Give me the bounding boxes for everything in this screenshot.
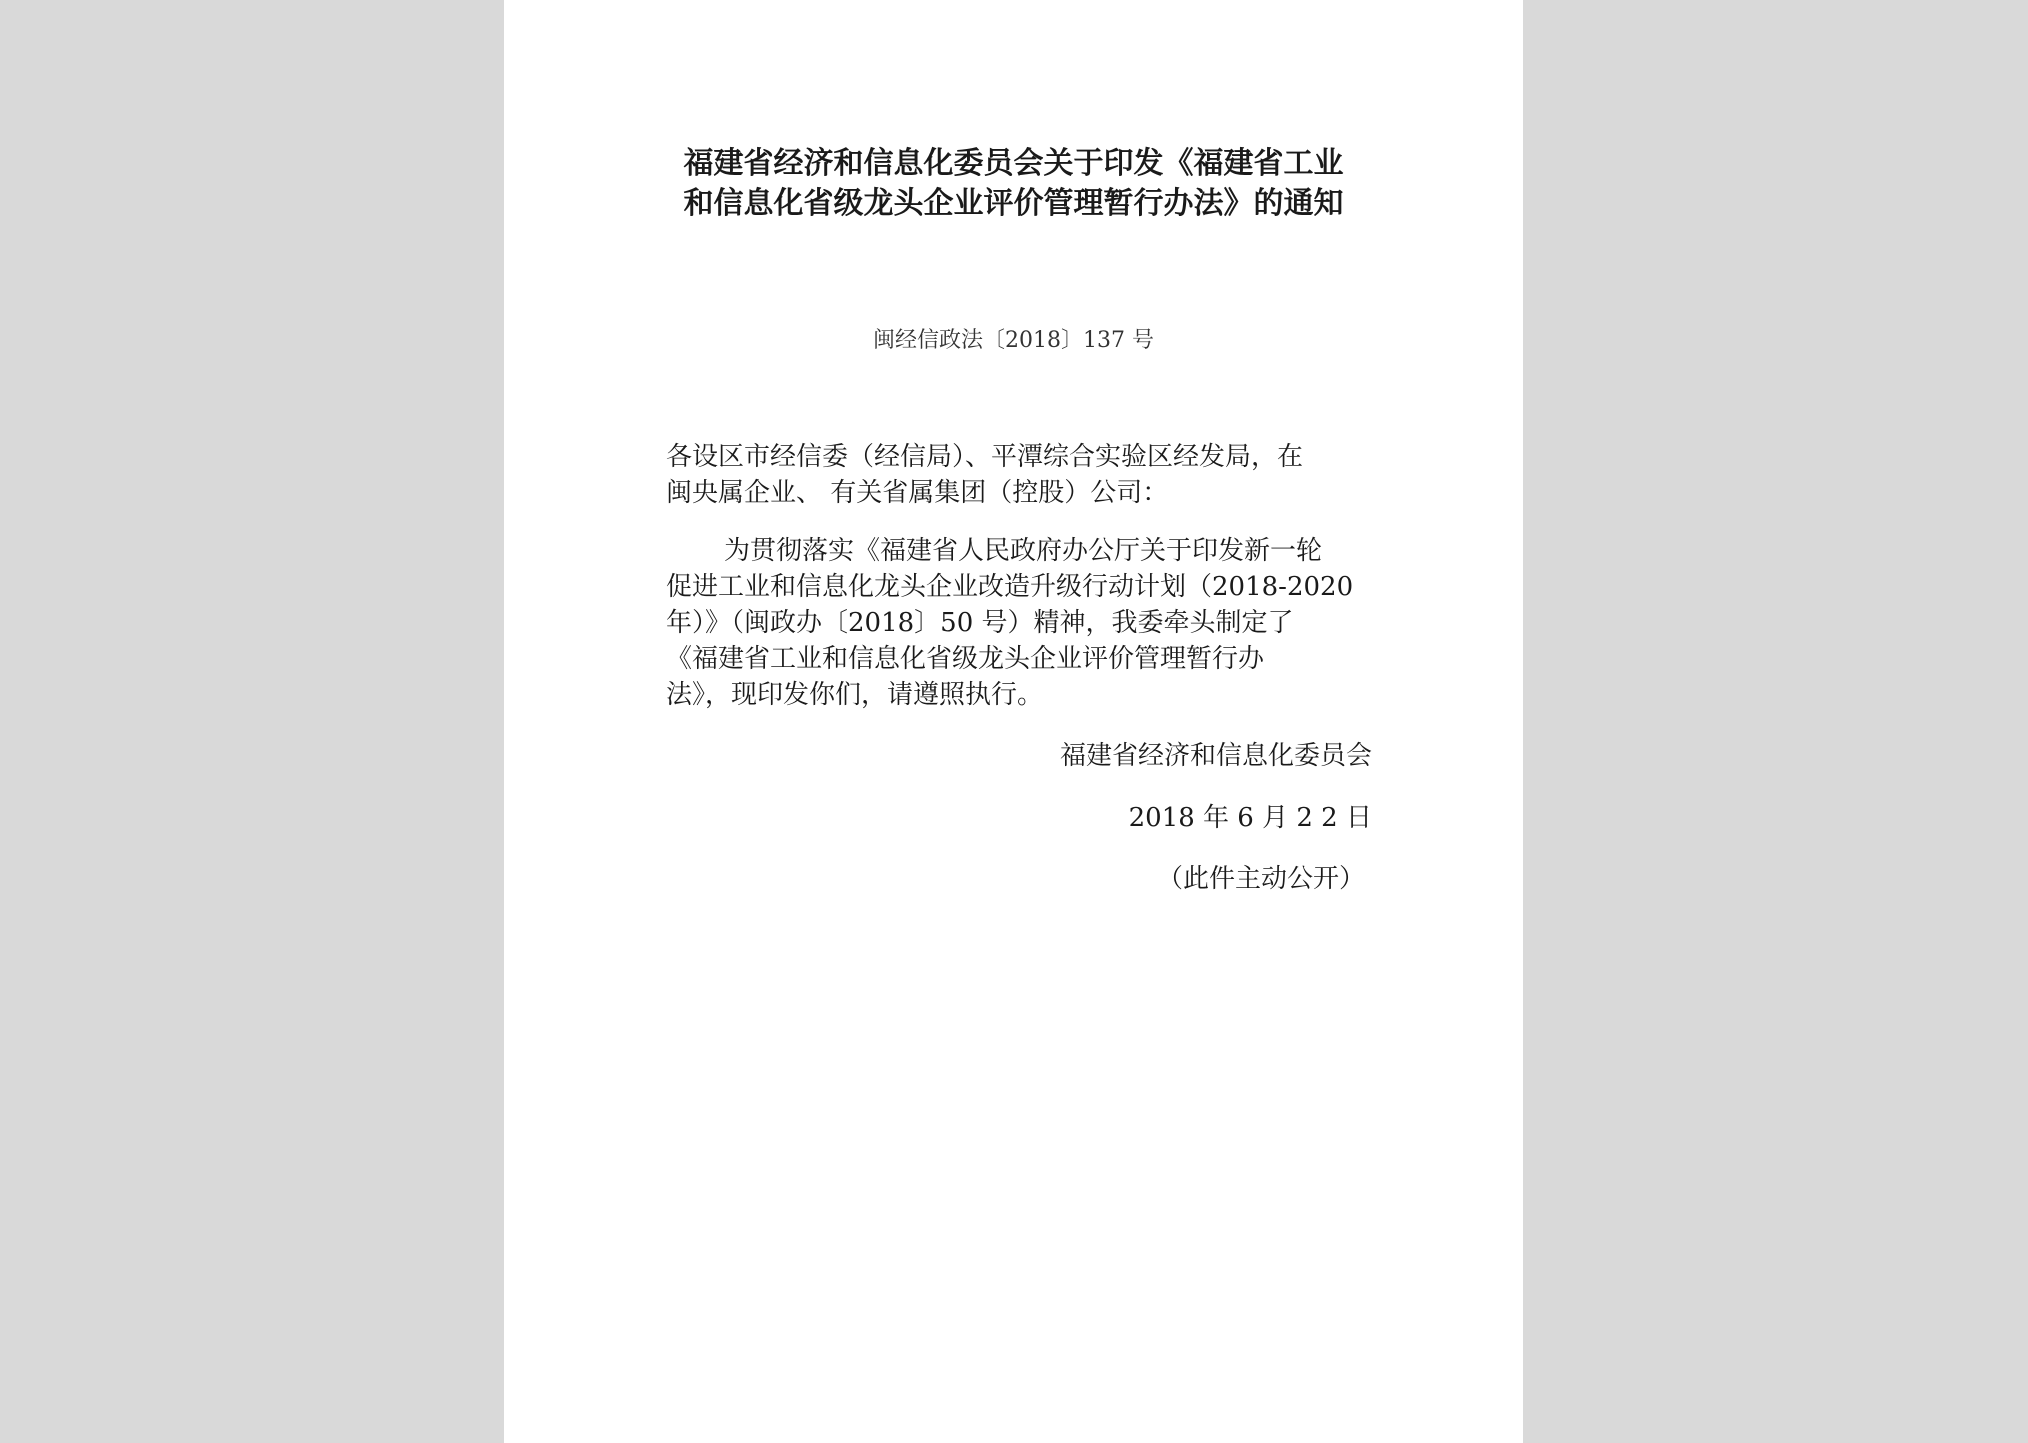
body-paragraph xyxy=(666,533,1372,713)
body-line-1: 为贯彻落实《福建省人民政府办公厅关于印发新一轮 xyxy=(724,536,1323,566)
document-page xyxy=(504,0,1523,1443)
addressee-line-1: 各设区市经信委（经信局）、平潭综合实验区经发局，在 xyxy=(666,442,1304,472)
disclosure-note: （此件主动公开） xyxy=(1156,864,1365,894)
title-line-2: 和信息化省级龙头企业评价管理暂行办法》的通知 xyxy=(683,186,1344,221)
addressee xyxy=(666,439,1372,511)
body-line-4: 《福建省工业和信息化省级龙头企业评价管理暂行办 xyxy=(666,644,1265,674)
body-line-2: 促进工业和信息化龙头企业改造升级行动计划（2018-2020 xyxy=(666,572,1354,602)
document-number: 闽经信政法〔2018〕137 号 xyxy=(873,328,1154,353)
signer: 福建省经济和信息化委员会 xyxy=(1059,741,1372,771)
body-line-5: 法》，现印发你们，请遵照执行。 xyxy=(666,680,1044,710)
issue-date: 2018 年 6 月 2 2 日 xyxy=(1128,803,1372,833)
body-line-3: 年）》（闽政办〔2018〕50 号）精神，我委牵头制定了 xyxy=(666,608,1294,638)
document-title xyxy=(504,144,1523,224)
addressee-line-2: 闽央属企业、 有关省属集团（控股）公司： xyxy=(666,478,1169,508)
title-line-1: 福建省经济和信息化委员会关于印发《福建省工业 xyxy=(683,146,1344,181)
